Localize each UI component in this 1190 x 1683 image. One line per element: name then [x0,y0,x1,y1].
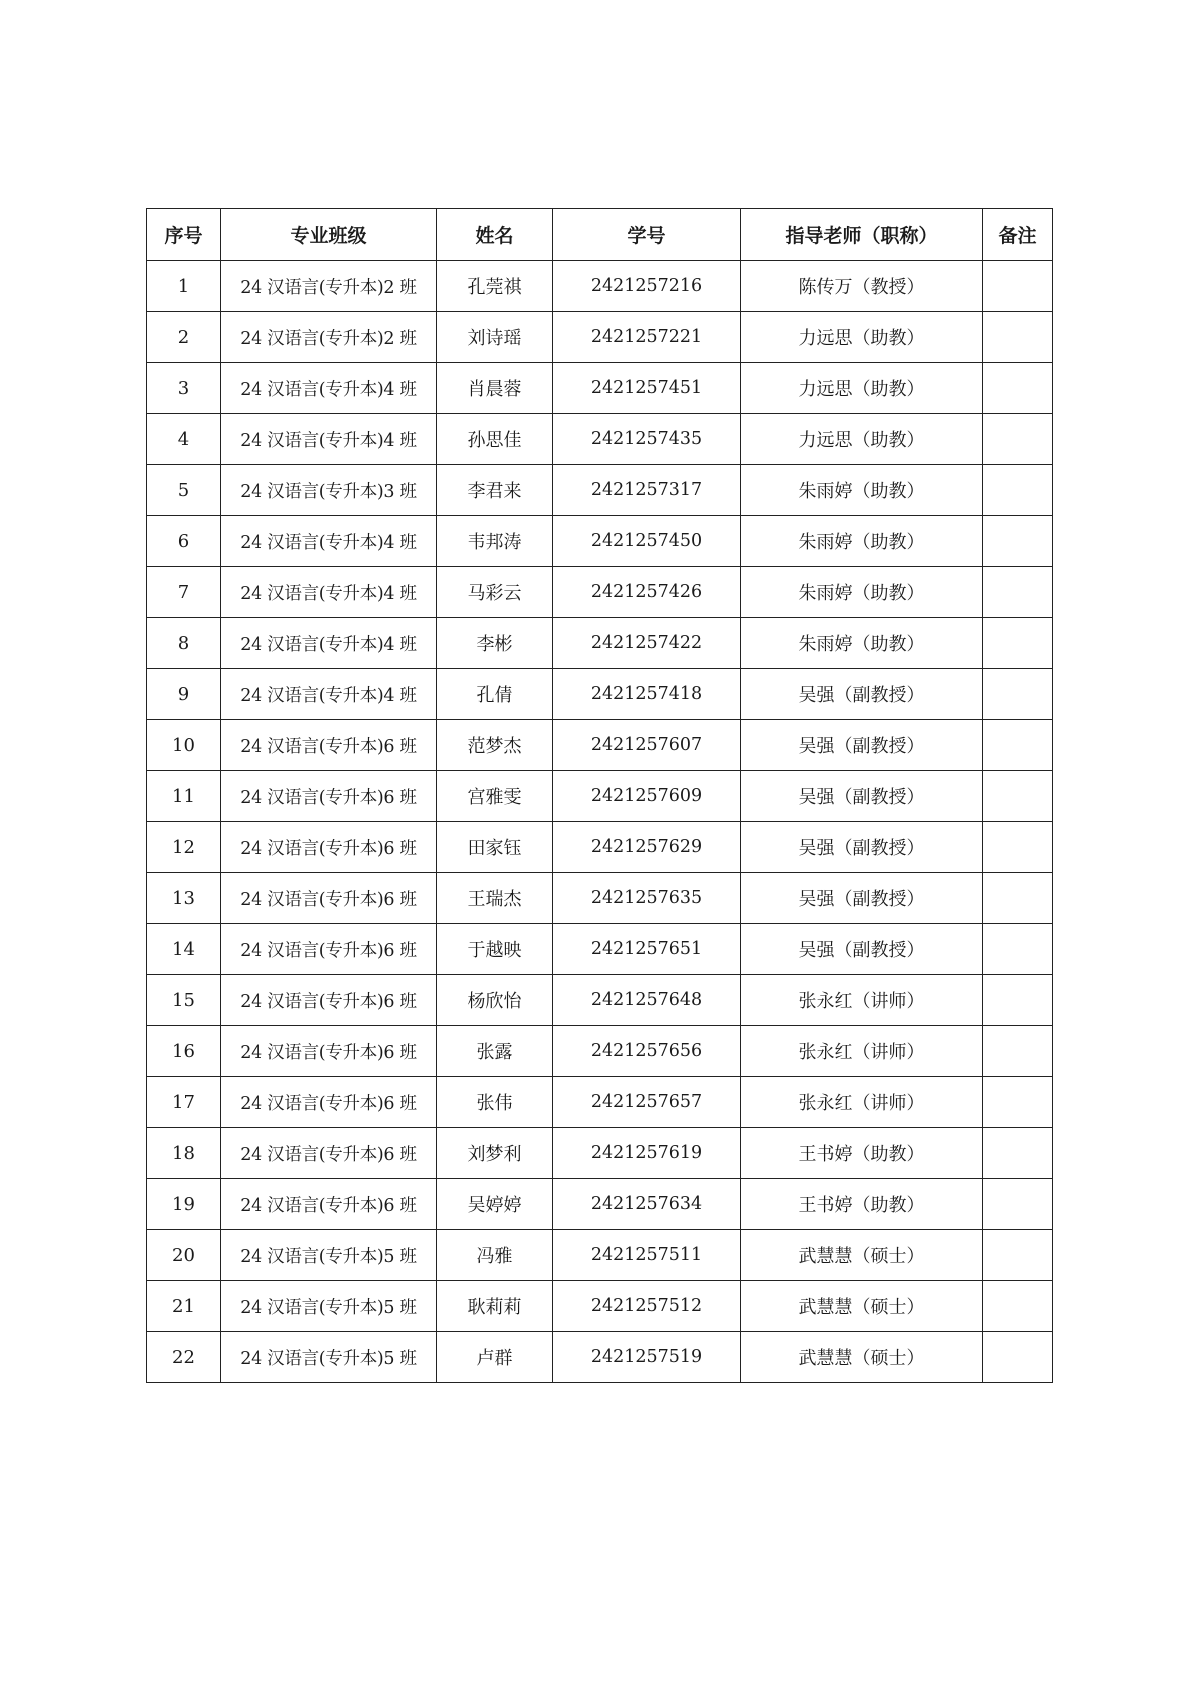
header-name: 姓名 [437,209,553,261]
cell-class: 24 汉语言(专升本)6 班 [221,771,437,822]
cell-index: 17 [147,1077,221,1128]
cell-index: 18 [147,1128,221,1179]
cell-class: 24 汉语言(专升本)6 班 [221,873,437,924]
cell-class: 24 汉语言(专升本)6 班 [221,975,437,1026]
table-row [147,822,1053,873]
cell-class: 24 汉语言(专升本)6 班 [221,1077,437,1128]
cell-student-id: 2421257511 [553,1230,741,1281]
table-row [147,1179,1053,1230]
cell-advisor: 吴强（副教授） [741,720,983,771]
cell-name: 杨欣怡 [437,975,553,1026]
cell-name: 耿莉莉 [437,1281,553,1332]
cell-class: 24 汉语言(专升本)2 班 [221,261,437,312]
cell-remarks [983,414,1053,465]
cell-index: 5 [147,465,221,516]
cell-student-id: 2421257651 [553,924,741,975]
cell-advisor: 吴强（副教授） [741,771,983,822]
cell-class: 24 汉语言(专升本)6 班 [221,924,437,975]
cell-name: 王瑞杰 [437,873,553,924]
cell-student-id: 2421257451 [553,363,741,414]
cell-name: 李彬 [437,618,553,669]
table-row [147,414,1053,465]
cell-class: 24 汉语言(专升本)6 班 [221,720,437,771]
cell-advisor: 张永红（讲师） [741,1077,983,1128]
cell-remarks [983,261,1053,312]
table-row [147,720,1053,771]
table-row [147,873,1053,924]
cell-index: 16 [147,1026,221,1077]
table-row [147,363,1053,414]
cell-advisor: 张永红（讲师） [741,1026,983,1077]
cell-name: 张露 [437,1026,553,1077]
table-row [147,1230,1053,1281]
cell-advisor: 武慧慧（硕士） [741,1332,983,1383]
table-row [147,1026,1053,1077]
cell-remarks [983,1281,1053,1332]
cell-name: 于越映 [437,924,553,975]
cell-remarks [983,465,1053,516]
cell-remarks [983,771,1053,822]
cell-student-id: 2421257648 [553,975,741,1026]
cell-name: 刘梦利 [437,1128,553,1179]
document-page [146,208,1052,1383]
table-row [147,1281,1053,1332]
cell-class: 24 汉语言(专升本)4 班 [221,567,437,618]
table-row [147,567,1053,618]
header-class: 专业班级 [221,209,437,261]
cell-name: 肖晨蓉 [437,363,553,414]
table-row [147,1077,1053,1128]
cell-student-id: 2421257450 [553,516,741,567]
table-row [147,1128,1053,1179]
cell-class: 24 汉语言(专升本)5 班 [221,1332,437,1383]
cell-advisor: 陈传万（教授） [741,261,983,312]
cell-class: 24 汉语言(专升本)4 班 [221,618,437,669]
table-body [147,261,1053,1383]
cell-remarks [983,720,1053,771]
cell-remarks [983,975,1053,1026]
header-advisor: 指导老师（职称） [741,209,983,261]
cell-index: 4 [147,414,221,465]
cell-student-id: 2421257607 [553,720,741,771]
cell-remarks [983,1026,1053,1077]
cell-class: 24 汉语言(专升本)5 班 [221,1281,437,1332]
cell-name: 刘诗瑶 [437,312,553,363]
cell-advisor: 朱雨婷（助教） [741,618,983,669]
cell-student-id: 2421257418 [553,669,741,720]
cell-advisor: 王书婷（助教） [741,1128,983,1179]
cell-remarks [983,1179,1053,1230]
cell-class: 24 汉语言(专升本)3 班 [221,465,437,516]
cell-advisor: 朱雨婷（助教） [741,567,983,618]
cell-student-id: 2421257317 [553,465,741,516]
cell-advisor: 吴强（副教授） [741,822,983,873]
cell-advisor: 力远思（助教） [741,414,983,465]
cell-advisor: 吴强（副教授） [741,924,983,975]
cell-remarks [983,1128,1053,1179]
cell-remarks [983,1332,1053,1383]
cell-class: 24 汉语言(专升本)6 班 [221,1128,437,1179]
cell-index: 13 [147,873,221,924]
cell-student-id: 2421257216 [553,261,741,312]
cell-student-id: 2421257609 [553,771,741,822]
cell-index: 9 [147,669,221,720]
cell-name: 孔倩 [437,669,553,720]
table-row [147,771,1053,822]
cell-index: 3 [147,363,221,414]
cell-advisor: 武慧慧（硕士） [741,1230,983,1281]
cell-name: 马彩云 [437,567,553,618]
table-header [147,209,1053,261]
cell-index: 20 [147,1230,221,1281]
cell-class: 24 汉语言(专升本)6 班 [221,822,437,873]
cell-student-id: 2421257635 [553,873,741,924]
cell-student-id: 2421257519 [553,1332,741,1383]
cell-remarks [983,924,1053,975]
cell-advisor: 朱雨婷（助教） [741,516,983,567]
cell-remarks [983,516,1053,567]
cell-advisor: 朱雨婷（助教） [741,465,983,516]
table-row [147,1332,1053,1383]
student-advisor-table [146,208,1053,1383]
cell-remarks [983,1077,1053,1128]
cell-index: 11 [147,771,221,822]
cell-remarks [983,1230,1053,1281]
cell-index: 6 [147,516,221,567]
header-remarks: 备注 [983,209,1053,261]
cell-advisor: 吴强（副教授） [741,873,983,924]
cell-class: 24 汉语言(专升本)4 班 [221,669,437,720]
table-row [147,312,1053,363]
cell-class: 24 汉语言(专升本)5 班 [221,1230,437,1281]
cell-remarks [983,669,1053,720]
cell-index: 1 [147,261,221,312]
cell-index: 7 [147,567,221,618]
cell-class: 24 汉语言(专升本)6 班 [221,1179,437,1230]
cell-index: 19 [147,1179,221,1230]
table-row [147,261,1053,312]
cell-student-id: 2421257512 [553,1281,741,1332]
cell-remarks [983,312,1053,363]
cell-advisor: 武慧慧（硕士） [741,1281,983,1332]
table-row [147,516,1053,567]
header-student-id: 学号 [553,209,741,261]
cell-remarks [983,567,1053,618]
table-row [147,618,1053,669]
cell-remarks [983,618,1053,669]
cell-name: 卢群 [437,1332,553,1383]
cell-index: 22 [147,1332,221,1383]
cell-student-id: 2421257619 [553,1128,741,1179]
table-row [147,465,1053,516]
cell-name: 孔莞祺 [437,261,553,312]
table-row [147,924,1053,975]
cell-name: 张伟 [437,1077,553,1128]
cell-name: 孙思佳 [437,414,553,465]
cell-advisor: 张永红（讲师） [741,975,983,1026]
cell-advisor: 王书婷（助教） [741,1179,983,1230]
cell-name: 冯雅 [437,1230,553,1281]
cell-name: 韦邦涛 [437,516,553,567]
cell-student-id: 2421257422 [553,618,741,669]
cell-student-id: 2421257629 [553,822,741,873]
cell-index: 21 [147,1281,221,1332]
cell-name: 吴婷婷 [437,1179,553,1230]
cell-remarks [983,363,1053,414]
header-index: 序号 [147,209,221,261]
cell-class: 24 汉语言(专升本)4 班 [221,363,437,414]
header-row [147,209,1053,261]
cell-index: 12 [147,822,221,873]
cell-index: 14 [147,924,221,975]
cell-advisor: 力远思（助教） [741,363,983,414]
cell-name: 李君来 [437,465,553,516]
cell-index: 15 [147,975,221,1026]
cell-student-id: 2421257221 [553,312,741,363]
cell-class: 24 汉语言(专升本)4 班 [221,516,437,567]
table-row [147,975,1053,1026]
cell-name: 宫雅雯 [437,771,553,822]
cell-student-id: 2421257426 [553,567,741,618]
cell-student-id: 2421257634 [553,1179,741,1230]
cell-class: 24 汉语言(专升本)2 班 [221,312,437,363]
cell-class: 24 汉语言(专升本)6 班 [221,1026,437,1077]
cell-remarks [983,873,1053,924]
cell-index: 10 [147,720,221,771]
cell-index: 8 [147,618,221,669]
cell-name: 田家钰 [437,822,553,873]
cell-student-id: 2421257657 [553,1077,741,1128]
cell-student-id: 2421257435 [553,414,741,465]
cell-name: 范梦杰 [437,720,553,771]
cell-advisor: 力远思（助教） [741,312,983,363]
cell-student-id: 2421257656 [553,1026,741,1077]
cell-remarks [983,822,1053,873]
cell-class: 24 汉语言(专升本)4 班 [221,414,437,465]
table-row [147,669,1053,720]
cell-index: 2 [147,312,221,363]
cell-advisor: 吴强（副教授） [741,669,983,720]
